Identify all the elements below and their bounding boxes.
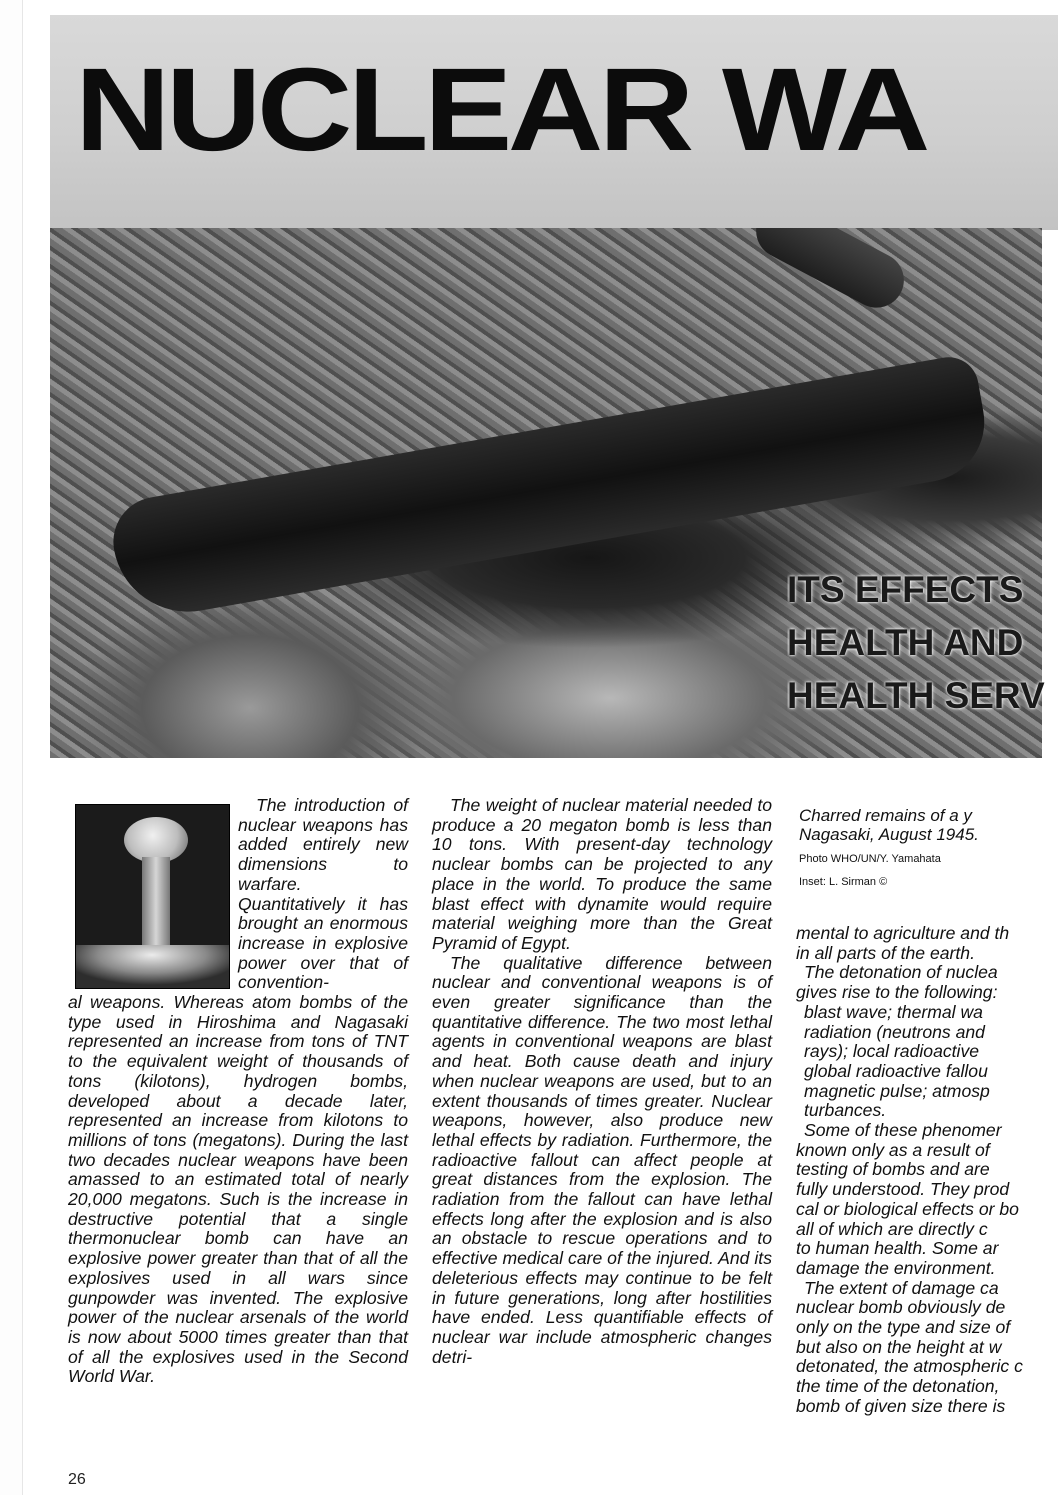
headline: NUCLEAR WA: [75, 45, 926, 175]
article-column-1-wrap: [238, 796, 408, 993]
text-line: Some of these phenomer: [804, 1120, 1002, 1141]
photo-credit: Photo WHO/UN/Y. Yamahata: [799, 853, 941, 865]
text-line: The extent of damage ca: [804, 1277, 999, 1298]
subtitle: [787, 563, 1058, 722]
text-line: turbances.: [804, 1100, 887, 1121]
subtitle-line: ITS EFFECTS: [787, 569, 1024, 610]
text-line: nuclear bomb obviously de: [796, 1297, 1006, 1318]
text-line: detonated, the atmospheric c: [796, 1356, 1023, 1377]
text-line: testing of bombs and are: [796, 1159, 990, 1180]
article-column-2: [432, 796, 772, 1367]
mushroom-stem-shape: [142, 857, 170, 947]
article-column-1: [68, 993, 408, 1387]
text-line: damage the environment.: [796, 1257, 996, 1278]
paragraph: The introduction of nuclear weapons has added entirely new dimensions to warfare. Quantitatively it has brought an enormous increase in explosive power over that of convention-: [238, 795, 408, 993]
text-line: blast wave; thermal wa: [804, 1001, 983, 1022]
text-line: known only as a result of: [796, 1139, 990, 1160]
text-line: but also on the height at w: [796, 1336, 1002, 1357]
paragraph: al weapons. Whereas atom bombs of the type used in Hiroshima and Nagasaki represented an increase from tons of TNT to the equivalent weight of thousands of tons (kilotons), hydrogen bombs, developed about a decade later, represented an increase from kilotons to millions of tons (megatons). During the last two decades nuclear weapons have been amassed to an estimated total of nearly 20,000 megatons. Such is the increase in destructive potential that a single thermonuclear bomb can have an explosive power greater than that of all the explosives used in all wars since gunpowder was invented. The explosive power of the nuclear arsenals of the world is now about 5000 times greater than that of all the explosives used in the Second World War.: [68, 992, 408, 1387]
inset-photo-mushroom-cloud: [75, 804, 230, 989]
text-line: all of which are directly c: [796, 1218, 988, 1239]
text-line: cal or biological effects or bo: [796, 1198, 1019, 1219]
caption-line: Nagasaki, August 1945.: [799, 825, 979, 844]
caption-line: Charred remains of a y: [799, 806, 972, 825]
text-line: global radioactive fallou: [804, 1060, 988, 1081]
text-line: to human health. Some ar: [796, 1238, 999, 1259]
paragraph: The weight of nuclear material needed to produce a 20 megaton bomb is less than 10 tons. With present-day technology nuclear bombs can be projected to any place in the world. To produce the same blast effect with dynamite would require material weighing more than the Great Pyramid of Egypt.: [432, 795, 772, 953]
text-line: in all parts of the earth.: [796, 942, 975, 963]
photo-arm-shape: [746, 228, 913, 317]
inset-credit: Inset: L. Sirman ©: [799, 876, 888, 888]
text-line: rays); local radioactive: [804, 1041, 980, 1062]
text-line: magnetic pulse; atmosp: [804, 1080, 990, 1101]
ground-shape: [76, 945, 229, 988]
subtitle-line: HEALTH SERV: [787, 675, 1045, 716]
text-line: the time of the detonation,: [796, 1376, 1000, 1397]
page-edge: [0, 0, 23, 1495]
text-line: mental to agriculture and th: [796, 924, 1010, 943]
photo-caption: [799, 806, 1058, 889]
text-line: gives rise to the following:: [796, 982, 998, 1003]
paragraph: The qualitative difference between nuclear and conventional weapons is of even greater significance than the quantitative difference. The two most lethal agents in conventional weapons are blast and heat. Both cause death and injury when nuclear weapons are used, but to an extent thousands of times greater. Nuclear weapons, however, also produce new lethal effects by radiation. Furthermore, the radioactive fallout can affect people at great distances from the explosion. The radiation from the fallout can have lethal effects long after the explosion and is also an obstacle to rescue operations and to effective medical care of the injured. And its deleterious effects may continue to be felt in future generations, long after hostilities have ended. Less quantifiable effects of nuclear war include atmospheric changes detri-: [432, 952, 772, 1367]
page-number: 26: [68, 1471, 86, 1488]
text-line: bomb of given size there is: [796, 1395, 1006, 1416]
article-column-3: [796, 924, 1058, 1417]
text-line: radiation (neutrons and: [804, 1021, 985, 1042]
subtitle-line: HEALTH AND: [787, 622, 1024, 663]
text-line: only on the type and size of: [796, 1317, 1011, 1338]
text-line: fully understood. They prod: [796, 1179, 1010, 1200]
text-line: The detonation of nuclea: [804, 962, 998, 983]
